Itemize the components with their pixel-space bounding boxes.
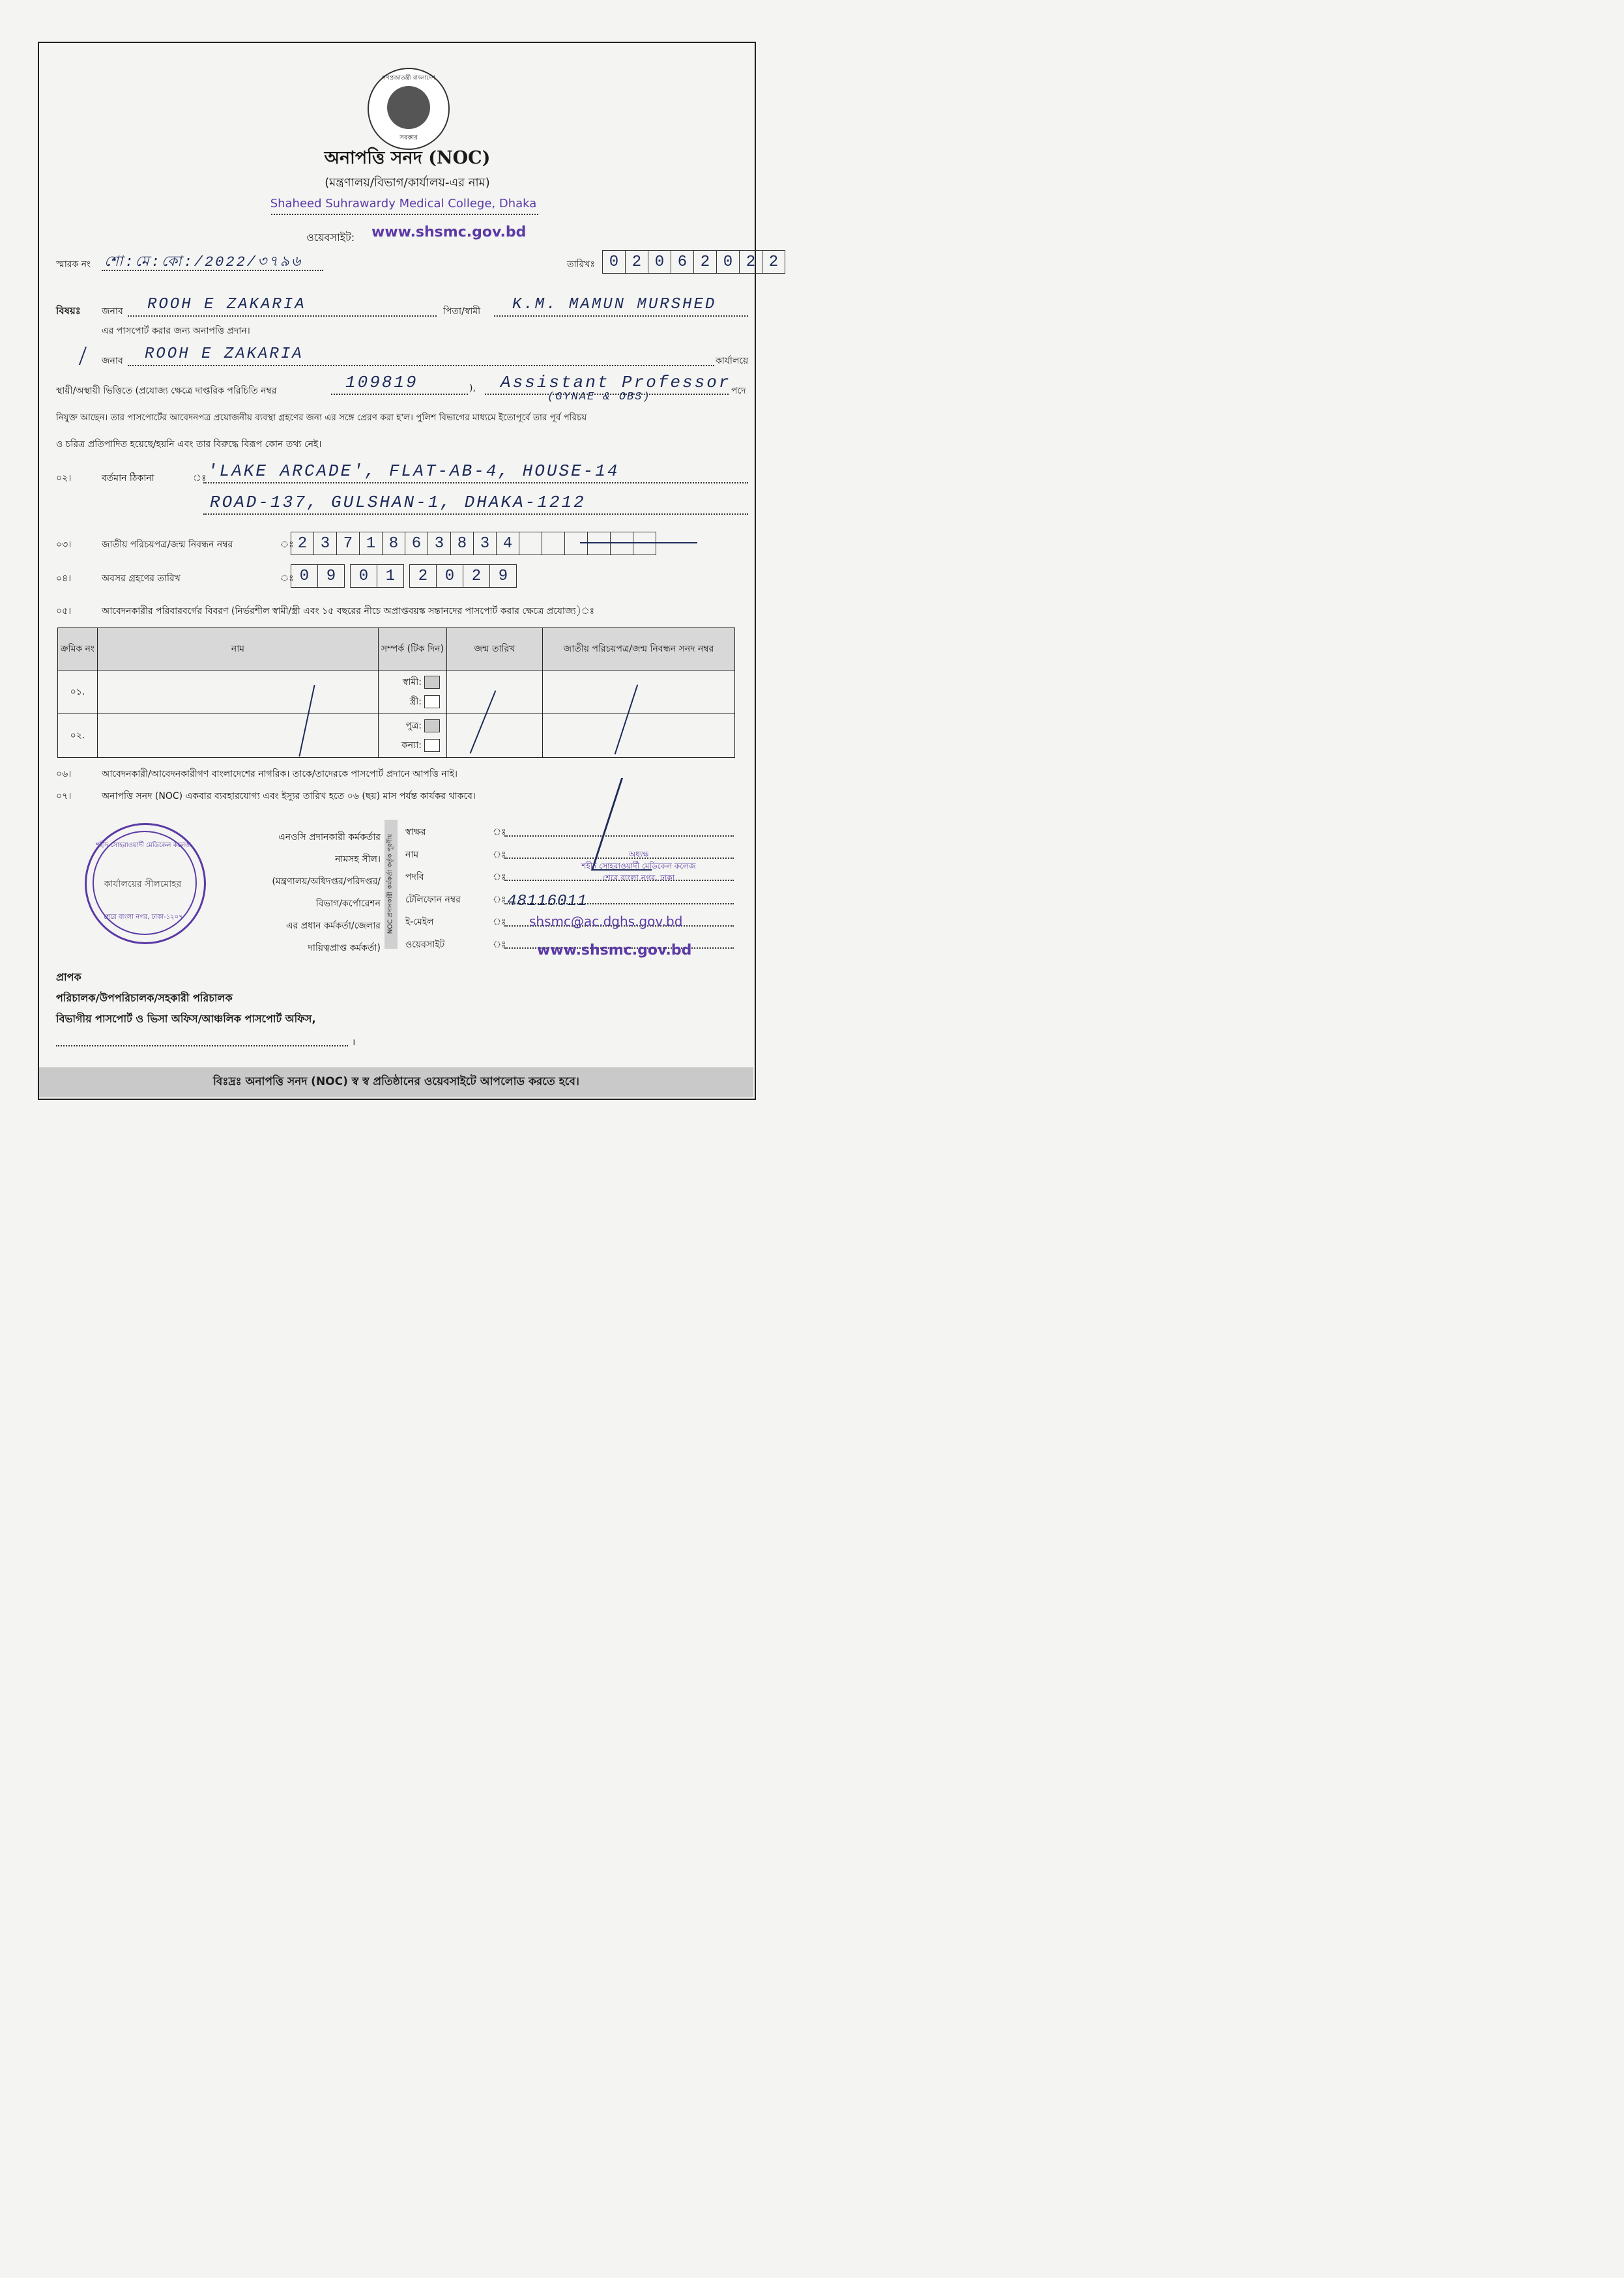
- relation-son-label: পুত্র:: [405, 721, 422, 731]
- item-02-no: ০২।: [56, 473, 72, 483]
- principal-stamp-line: শেরে বাংলা নগর, ঢাকা: [602, 873, 675, 882]
- retire-date-boxes: [291, 564, 522, 588]
- item-04-colon: ঃ: [280, 573, 294, 584]
- memo-label: স্মারক নং: [56, 259, 91, 270]
- date-boxes: [602, 250, 785, 274]
- field-website-label: ওয়েবসাইট: [405, 939, 445, 950]
- footer-note: বিঃদ্রঃ অনাপত্তি সনদ (NOC) স্ব স্ব প্রতিষ্ঠানের ওয়েবসাইটে আপলোড করতে হবে।: [39, 1067, 753, 1097]
- date-digit: 2: [740, 251, 762, 273]
- subject-label: বিষয়ঃ: [56, 305, 81, 317]
- designation: Assistant Professor: [500, 373, 731, 392]
- item-04-label: অবসর গ্রহণের তারিখ: [102, 573, 181, 584]
- item-02-colon: ঃ: [193, 473, 207, 483]
- father-name: K.M. MAMUN MURSHED: [512, 296, 717, 313]
- recipient-block: [56, 967, 316, 1030]
- website-label: ওয়েবসাইট:: [306, 231, 355, 244]
- government-emblem: [368, 68, 450, 150]
- page-title: অনাপত্তি সনদ (NOC): [324, 148, 491, 168]
- item-03-label: জাতীয় পরিচয়পত্র/জন্ম নিবন্ধন নম্বর: [102, 540, 233, 550]
- office-seal-bottom: শেরে বাংলা নগর, ঢাকা-১২০৭: [104, 914, 183, 921]
- officer-left-line: বিভাগ/কর্পোরেশন: [315, 899, 381, 909]
- field-designation-label: পদবি: [405, 872, 424, 882]
- row-serial: ০২.: [58, 714, 98, 758]
- officer-left-text: [209, 826, 381, 959]
- nid-digit: 8: [383, 532, 405, 555]
- father-dotline: [494, 315, 748, 317]
- nid-strike-line: [580, 542, 697, 543]
- body-para1: নিযুক্ত আছেন। তার পাসপোর্টের আবেদনপত্র প্রয়োজনীয় ব্যবস্থা গ্রহণের জন্য এর সঙ্গে প্রেরণ করা হ'ল। পুলিশ বিভাগের মাধ্যমে ইতোপূর্বে তার পূর্ব পরিচয়: [56, 412, 587, 423]
- body-name: ROOH E ZAKARIA: [145, 345, 304, 363]
- officer-left-line: (মন্ত্রণালয়/অধিদপ্তর/পরিদপ্তর/: [272, 876, 381, 887]
- row-relation: [379, 714, 447, 758]
- nid-digit: [611, 532, 633, 555]
- institution-dotline: [271, 214, 538, 215]
- principal-stamp: [547, 848, 730, 884]
- emblem-text-top: গণপ্রজাতন্ত্রী বাংলাদেশ: [382, 75, 435, 81]
- address-dotline1: [203, 482, 748, 483]
- retire-year-digit: 0: [437, 565, 463, 587]
- memo-number: শো:মে:কো:/2022/৩৭৯৬: [104, 254, 303, 270]
- item-06-no: ০৬।: [56, 769, 72, 779]
- memo-dotline: [102, 270, 323, 271]
- institution-name: Shaheed Suhrawardy Medical College, Dhaka: [270, 197, 537, 210]
- row-name[interactable]: [98, 714, 379, 758]
- id-close: ),: [469, 383, 476, 394]
- recipient-line: পরিচালক/উপপরিচালক/সহকারী পরিচালক: [56, 992, 233, 1004]
- item-04-no: ০৪।: [56, 573, 72, 584]
- officer-colons: ঃ ঃ ঃ ঃ ঃ ঃ: [493, 827, 506, 950]
- relation-wife-label: স্ত্রী:: [409, 697, 422, 707]
- husband-checkbox[interactable]: [424, 676, 440, 689]
- date-digit: 0: [717, 251, 740, 273]
- principal-stamp-line: শহীদ সোহরাওয়ার্দী মেডিকেল কলেজ: [581, 861, 696, 871]
- nid-digit: 6: [405, 532, 428, 555]
- row-dob[interactable]: [447, 714, 543, 758]
- id-dotline: [331, 394, 468, 395]
- family-table-header: [58, 628, 735, 670]
- nid-digit: [588, 532, 611, 555]
- phone-value: 48116011: [507, 893, 588, 910]
- basis-text: স্থায়ী/অস্থায়ী ভিত্তিতে (প্রযোজ্য ক্ষেত্রে দাপ্তরিক পরিচিতি নম্বর: [56, 386, 277, 396]
- office-seal-ring-text: শহীদ সোহরাওয়ার্দী মেডিকেল কলেজ: [95, 842, 191, 849]
- table-row: [58, 714, 735, 758]
- recipient-end: ।: [352, 1037, 356, 1048]
- retire-year-digit: 2: [410, 565, 437, 587]
- father-label: পিতা/স্বামী: [443, 306, 481, 317]
- officer-left-line: নামসহ সীল।: [335, 854, 381, 865]
- subject-mr: জনাব: [102, 306, 123, 317]
- date-digit: 6: [671, 251, 694, 273]
- emblem-text-bottom: সরকার: [399, 134, 418, 141]
- recipient-line: প্রাপক: [56, 971, 81, 983]
- row-relation: [379, 670, 447, 714]
- retire-year-digit: 2: [463, 565, 490, 587]
- principal-stamp-line: অধ্যক্ষ: [628, 850, 649, 859]
- retire-month: [350, 564, 404, 588]
- retire-day: [291, 564, 345, 588]
- relation-husband-label: স্বামী:: [402, 677, 422, 687]
- col-nid: জাতীয় পরিচয়পত্র/জন্ম নিবন্ধন সনদ নম্বর: [543, 628, 735, 670]
- item-07-text: অনাপত্তি সনদ (NOC) একবার ব্যবহারযোগ্য এবং ইস্যুর তারিখ হতে ০৬ (ছয়) মাস পর্যন্ত কার্যকর থাকবে।: [102, 791, 476, 801]
- daughter-checkbox[interactable]: [424, 739, 440, 752]
- nid-digit: 4: [497, 532, 519, 555]
- office-suffix: কার্যালয়ে: [716, 356, 749, 366]
- date-digit: 0: [648, 251, 671, 273]
- body-mr: জনাব: [102, 356, 123, 366]
- col-relation: সম্পর্ক (টিক দিন): [379, 628, 447, 670]
- field-name-label: নাম: [405, 849, 419, 860]
- officer-left-line: এর প্রধান কর্মকর্তা/জেলার: [285, 921, 381, 931]
- nid-digit: 1: [360, 532, 383, 555]
- officer-fields: [405, 821, 461, 956]
- col-dob: জন্ম তারিখ: [447, 628, 543, 670]
- nid-digit: 3: [474, 532, 497, 555]
- address-line1: 'LAKE ARCADE', FLAT-AB-4, HOUSE-14: [207, 461, 620, 481]
- retire-year: [409, 564, 517, 588]
- officer-vertical-label: NOC প্রদানকারী কর্মকর্তা কর্তৃক পূরণীয়: [386, 833, 394, 934]
- date-digit: 2: [768, 253, 779, 271]
- field-signature-label: স্বাক্ষর: [405, 827, 426, 837]
- subject-line2: এর পাসপোর্ট করার জন্য অনাপত্তি প্রদান।: [102, 326, 250, 336]
- row-nid[interactable]: [543, 714, 735, 758]
- nid-digit: 2: [291, 532, 314, 555]
- wife-checkbox[interactable]: [424, 695, 440, 708]
- item-06-text: আবেদনকারী/আবেদনকারীগণ বাংলাদেশের নাগরিক। তাকে/তাদেরকে পাসপোর্ট প্রদানে আপত্তি নাই।: [102, 769, 458, 779]
- item-07-no: ০৭।: [56, 791, 72, 801]
- date-digit: 2: [694, 251, 717, 273]
- field-email-label: ই-মেইল: [405, 917, 434, 927]
- row-serial: ০১.: [58, 670, 98, 714]
- body-para2: ও চরিত্র প্রতিপাদিত হয়েছে/হয়নি এবং তার বিরুদ্ধে বিরূপ কোন তথ্য নেই।: [56, 439, 322, 450]
- retire-day-digit: 9: [326, 567, 336, 585]
- item-03-colon: ঃ: [280, 540, 294, 550]
- field-phone-label: টেলিফোন নম্বর: [405, 894, 461, 905]
- recipient-dotline: [56, 1045, 348, 1046]
- table-row: [58, 670, 735, 714]
- item-05-label: আবেদনকারীর পরিবারবর্গের বিবরণ (নির্ভরশীল স্বামী/স্ত্রী এবং ১৫ বছরের নীচে অপ্রাপ্তবয়স্ক সন্তানদের পাসপোর্ট করার ক্ষেত্রে প্রযোজ্য)ঃ: [102, 606, 595, 616]
- nid-digit: 3: [314, 532, 337, 555]
- date-digit: 0: [603, 251, 626, 273]
- emblem-map-icon: [387, 86, 430, 129]
- nid-digit: [565, 532, 588, 555]
- item-02-label: বর্তমান ঠিকানা: [102, 473, 154, 483]
- post-suffix: পদে: [731, 386, 746, 396]
- web-value: www.shsmc.gov.bd: [537, 942, 692, 959]
- recipient-line: বিভাগীয় পাসপোর্ট ও ভিসা অফিস/আঞ্চলিক পাসপোর্ট অফিস,: [56, 1013, 316, 1025]
- email-value: shsmc@ac.dghs.gov.bd: [529, 914, 683, 929]
- nid-digit: [633, 532, 656, 555]
- address-line2: ROAD-137, GULSHAN-1, DHAKA-1212: [210, 493, 586, 512]
- row-nid[interactable]: [543, 670, 735, 714]
- son-checkbox[interactable]: [424, 719, 440, 732]
- designation-dotline: [485, 394, 729, 395]
- date-digit: 2: [626, 251, 648, 273]
- item-05-no: ০৫।: [56, 606, 72, 616]
- nid-digit: [519, 532, 542, 555]
- id-number: 109819: [345, 373, 418, 392]
- row-name[interactable]: [98, 670, 379, 714]
- website-value: www.shsmc.gov.bd: [371, 224, 527, 240]
- retire-month-digit: 1: [385, 567, 396, 585]
- address-dotline2: [203, 513, 748, 515]
- date-label: তারিখঃ: [567, 259, 595, 270]
- col-name: নাম: [98, 628, 379, 670]
- nid-digit: 3: [428, 532, 451, 555]
- officer-left-line: দায়িত্বপ্রাপ্ত কর্মকর্তা): [308, 943, 381, 953]
- item-03-no: ০৩।: [56, 540, 72, 550]
- nid-boxes: [291, 532, 656, 555]
- designation-sub: (GYNAE & OBS): [547, 391, 651, 403]
- officer-left-line: এনওসি প্রদানকারী কর্মকর্তার: [278, 832, 381, 843]
- nid-digit: 8: [451, 532, 474, 555]
- office-seal-center: কার্যালয়ের সীলমোহর: [104, 879, 182, 889]
- retire-month-digit: 0: [351, 565, 377, 587]
- retire-day-digit: 0: [291, 565, 318, 587]
- body-name-dotline: [128, 365, 714, 366]
- page-subtitle: (মন্ত্রণালয়/বিভাগ/কার্যালয়-এর নাম): [325, 176, 490, 190]
- nid-digit: [542, 532, 565, 555]
- subject-name: ROOH E ZAKARIA: [147, 296, 306, 313]
- subject-name-dotline: [128, 315, 437, 317]
- retire-year-digit: 9: [498, 567, 508, 585]
- relation-daughter-label: কন্যা:: [401, 740, 422, 751]
- col-serial: ক্রমিক নং: [58, 628, 98, 670]
- nid-digit: 7: [337, 532, 360, 555]
